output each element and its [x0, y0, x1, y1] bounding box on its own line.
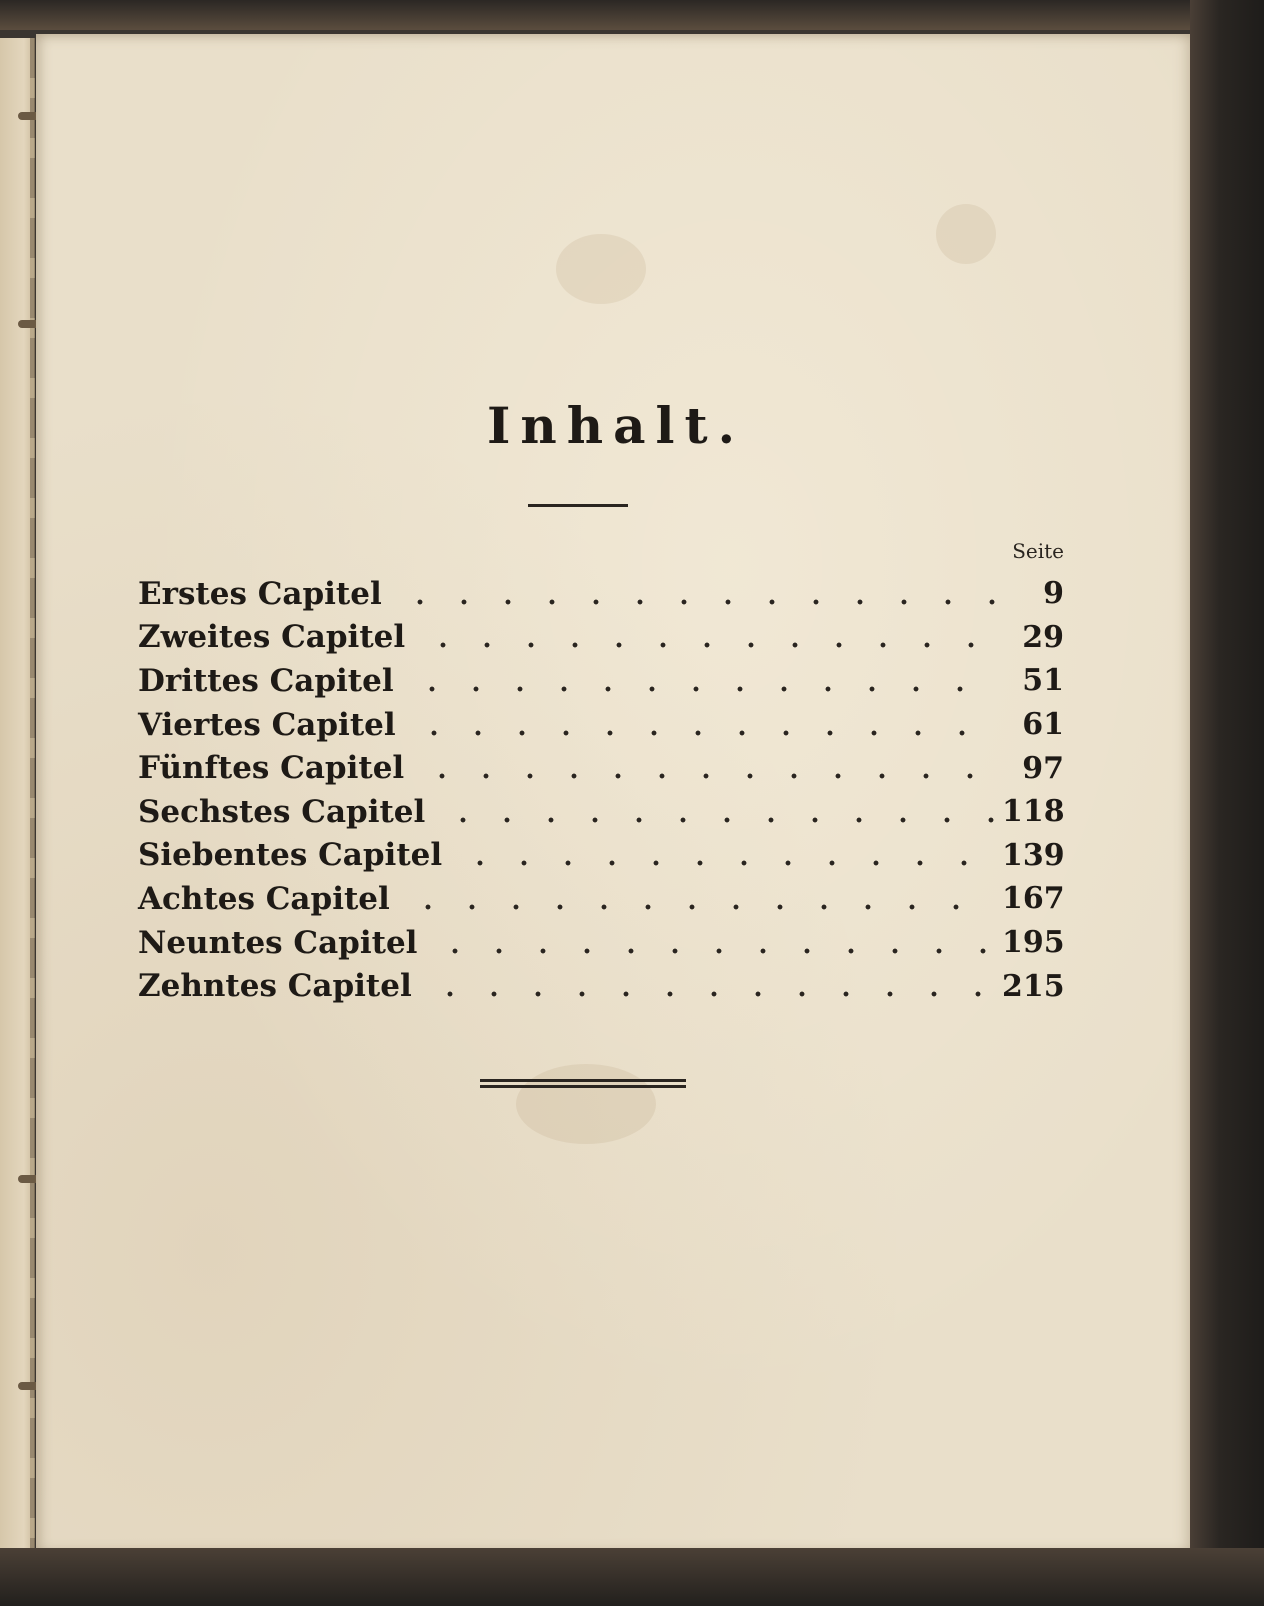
toc-entry-page: 215 — [1002, 968, 1065, 1004]
toc-entry-label: Siebentes Capitel — [138, 837, 443, 874]
page-column-header: Seite — [1012, 539, 1064, 563]
toc-entry — [138, 659, 1064, 703]
toc-entry — [138, 964, 1064, 1008]
toc-entry — [138, 572, 1064, 616]
toc-entry-label: Erstes Capitel — [138, 575, 382, 612]
title-rule — [528, 504, 628, 507]
toc-entry-page: 97 — [1022, 750, 1064, 786]
toc-entry — [138, 921, 1064, 965]
toc-entry-page: 61 — [1022, 707, 1064, 743]
toc-entry-page: 29 — [1022, 619, 1064, 655]
toc-entry-label: Fünftes Capitel — [138, 750, 405, 787]
toc-entry-label: Drittes Capitel — [138, 662, 394, 699]
toc-entry — [138, 703, 1064, 747]
toc-entry-page: 139 — [1002, 837, 1065, 873]
cover-right-edge — [1190, 0, 1264, 1606]
table-of-contents — [138, 572, 1064, 1008]
toc-entry-label: Achtes Capitel — [138, 880, 390, 917]
toc-entry-label: Zweites Capitel — [138, 619, 406, 656]
toc-entry — [138, 790, 1064, 834]
toc-entry-page: 9 — [1043, 576, 1064, 612]
toc-entry-page: 195 — [1002, 925, 1065, 961]
dot-leader — [412, 710, 996, 740]
paper-stain — [936, 204, 996, 264]
dot-leader — [410, 666, 996, 696]
paper-stain — [556, 234, 646, 304]
toc-entry-page: 51 — [1022, 663, 1064, 699]
toc-entry-label: Neuntes Capitel — [138, 924, 418, 961]
toc-entry-label: Viertes Capitel — [138, 706, 396, 743]
toc-entry — [138, 616, 1064, 660]
paper-stain — [516, 1064, 656, 1144]
dot-leader — [420, 753, 996, 783]
toc-entry — [138, 746, 1064, 790]
binding-stitch — [30, 38, 35, 1558]
toc-entry-page: 167 — [1002, 881, 1065, 917]
dot-leader — [406, 884, 996, 914]
dot-leader — [433, 928, 996, 958]
toc-entry — [138, 877, 1064, 921]
dot-leader — [428, 971, 996, 1001]
toc-entry-label: Zehntes Capitel — [138, 968, 412, 1005]
dot-leader — [421, 622, 996, 652]
dot-leader — [398, 579, 996, 609]
page-title: Inhalt. — [487, 396, 745, 455]
contents-page — [36, 34, 1196, 1554]
facing-page-edge — [0, 38, 34, 1558]
dot-leader — [458, 840, 996, 870]
toc-entry-label: Sechstes Capitel — [138, 793, 426, 830]
dot-leader — [441, 797, 996, 827]
toc-entry — [138, 834, 1064, 878]
toc-entry-page: 118 — [1002, 794, 1065, 830]
cover-bottom-edge — [0, 1548, 1264, 1606]
end-double-rule — [480, 1079, 686, 1088]
cover-top-edge — [0, 0, 1264, 30]
